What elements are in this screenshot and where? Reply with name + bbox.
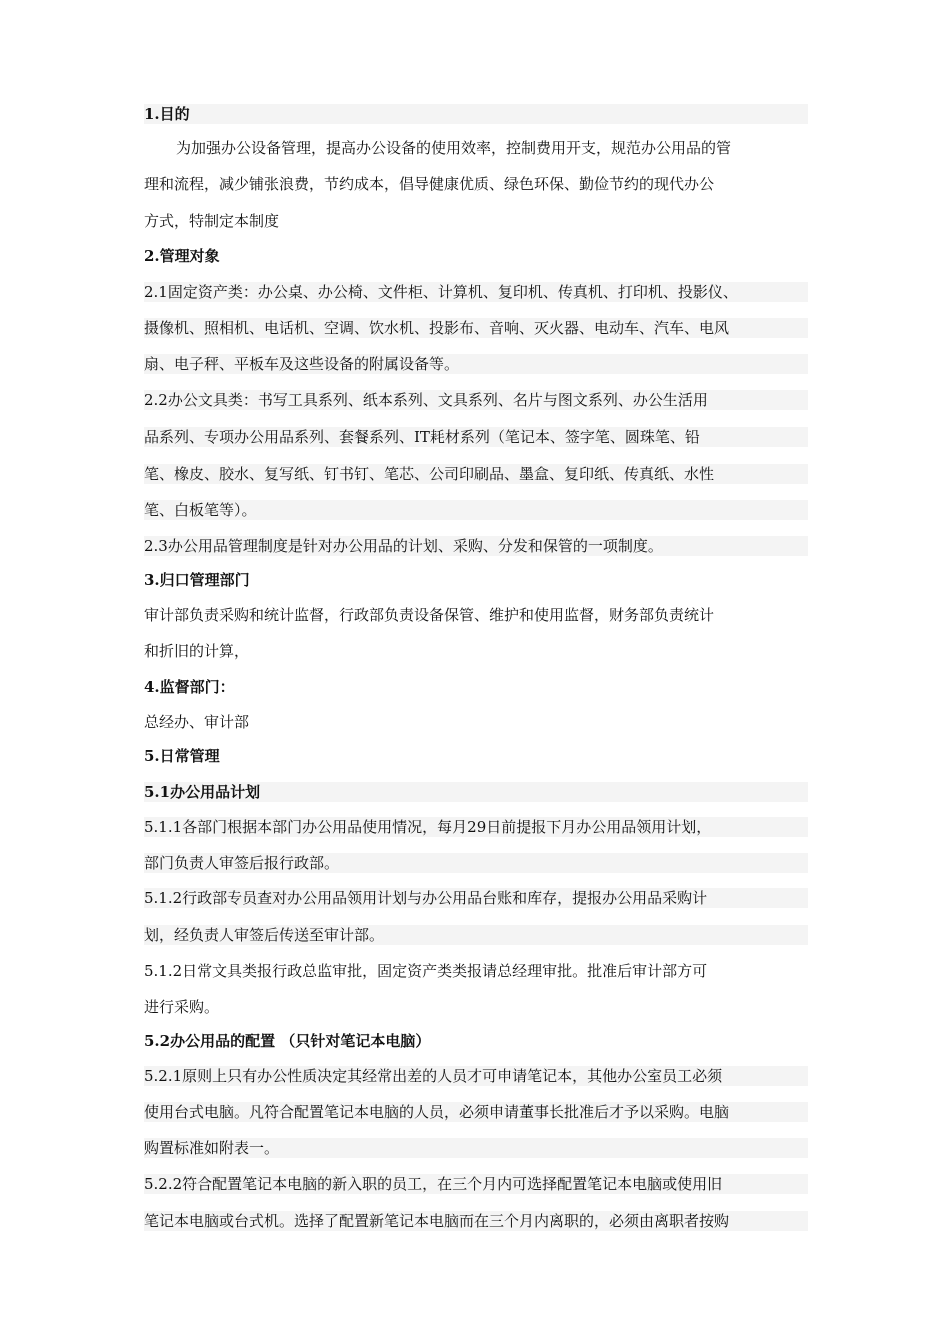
- paragraph-line: 摄像机、照相机、电话机、空调、饮水机、投影布、音响、灭火器、电动车、汽车、电风: [144, 318, 808, 338]
- paragraph-line: 2.1固定资产类：办公桌、办公椅、文件柜、计算机、复印机、传真机、打印机、投影仪、: [144, 282, 808, 302]
- section-1-heading: 1.目的: [144, 104, 808, 124]
- paragraph-line: 方式，特制定本制度: [144, 212, 280, 230]
- paragraph-line: 进行采购。: [144, 998, 220, 1016]
- paragraph-line: 笔、橡皮、胶水、复写纸、钉书钉、笔芯、公司印刷品、墨盒、复印纸、传真纸、水性: [144, 464, 808, 484]
- paragraph-line: 笔记本电脑或台式机。选择了配置新笔记本电脑而在三个月内离职的，必须由离职者按购: [144, 1211, 808, 1231]
- paragraph-line: 部门负责人审签后报行政部。: [144, 853, 808, 873]
- paragraph-line: 划，经负责人审签后传送至审计部。: [144, 925, 808, 945]
- section-3-heading: 3.归口管理部门: [144, 571, 250, 589]
- paragraph-line: 笔、白板笔等）。: [144, 500, 808, 520]
- section-2-heading: 2.管理对象: [144, 247, 220, 265]
- paragraph-line: 品系列、专项办公用品系列、套餐系列、IT耗材系列（笔记本、签字笔、圆珠笔、铅: [144, 427, 808, 447]
- paragraph-line: 5.1.2行政部专员查对办公用品领用计划与办公用品台账和库存，提报办公用品采购计: [144, 888, 808, 908]
- paragraph-line: 使用台式电脑。凡符合配置笔记本电脑的人员，必须申请董事长批准后才予以采购。电脑: [144, 1102, 808, 1122]
- paragraph-line: 审计部负责采购和统计监督，行政部负责设备保管、维护和使用监督，财务部负责统计: [144, 606, 715, 624]
- subsection-5-1-heading: 5.1办公用品计划: [144, 782, 808, 802]
- paragraph-line: 5.1.2日常文具类报行政总监审批，固定资产类类报请总经理审批。批准后审计部方可: [144, 962, 708, 980]
- paragraph-line: 5.2.2符合配置笔记本电脑的新入职的员工，在三个月内可选择配置笔记本电脑或使用旧: [144, 1174, 808, 1194]
- paragraph-line: 5.1.1各部门根据本部门办公用品使用情况，每月29日前提报下月办公用品领用计划，: [144, 817, 808, 837]
- paragraph-line: 2.2办公文具类：书写工具系列、纸本系列、文具系列、名片与图文系列、办公生活用: [144, 390, 808, 410]
- paragraph-line: 扇、电子秤、平板车及这些设备的附属设备等。: [144, 354, 808, 374]
- paragraph-line: 总经办、审计部: [144, 713, 250, 731]
- subsection-5-2-heading: 5.2办公用品的配置 （只针对笔记本电脑）: [144, 1032, 431, 1050]
- paragraph-line: 和折旧的计算，: [144, 642, 250, 660]
- paragraph-line: 2.3办公用品管理制度是针对办公用品的计划、采购、分发和保管的一项制度。: [144, 536, 808, 556]
- section-5-heading: 5.日常管理: [144, 747, 220, 765]
- paragraph-line: 为加强办公设备管理，提高办公设备的使用效率，控制费用开支，规范办公用品的管: [176, 139, 732, 157]
- paragraph-line: 理和流程，减少铺张浪费，节约成本，倡导健康优质、绿色环保、勤俭节约的现代办公: [144, 175, 715, 193]
- paragraph-line: 5.2.1原则上只有办公性质决定其经常出差的人员才可申请笔记本，其他办公室员工必须: [144, 1066, 808, 1086]
- paragraph-line: 购置标准如附表一。: [144, 1138, 808, 1158]
- section-4-heading: 4.监督部门：: [144, 678, 235, 696]
